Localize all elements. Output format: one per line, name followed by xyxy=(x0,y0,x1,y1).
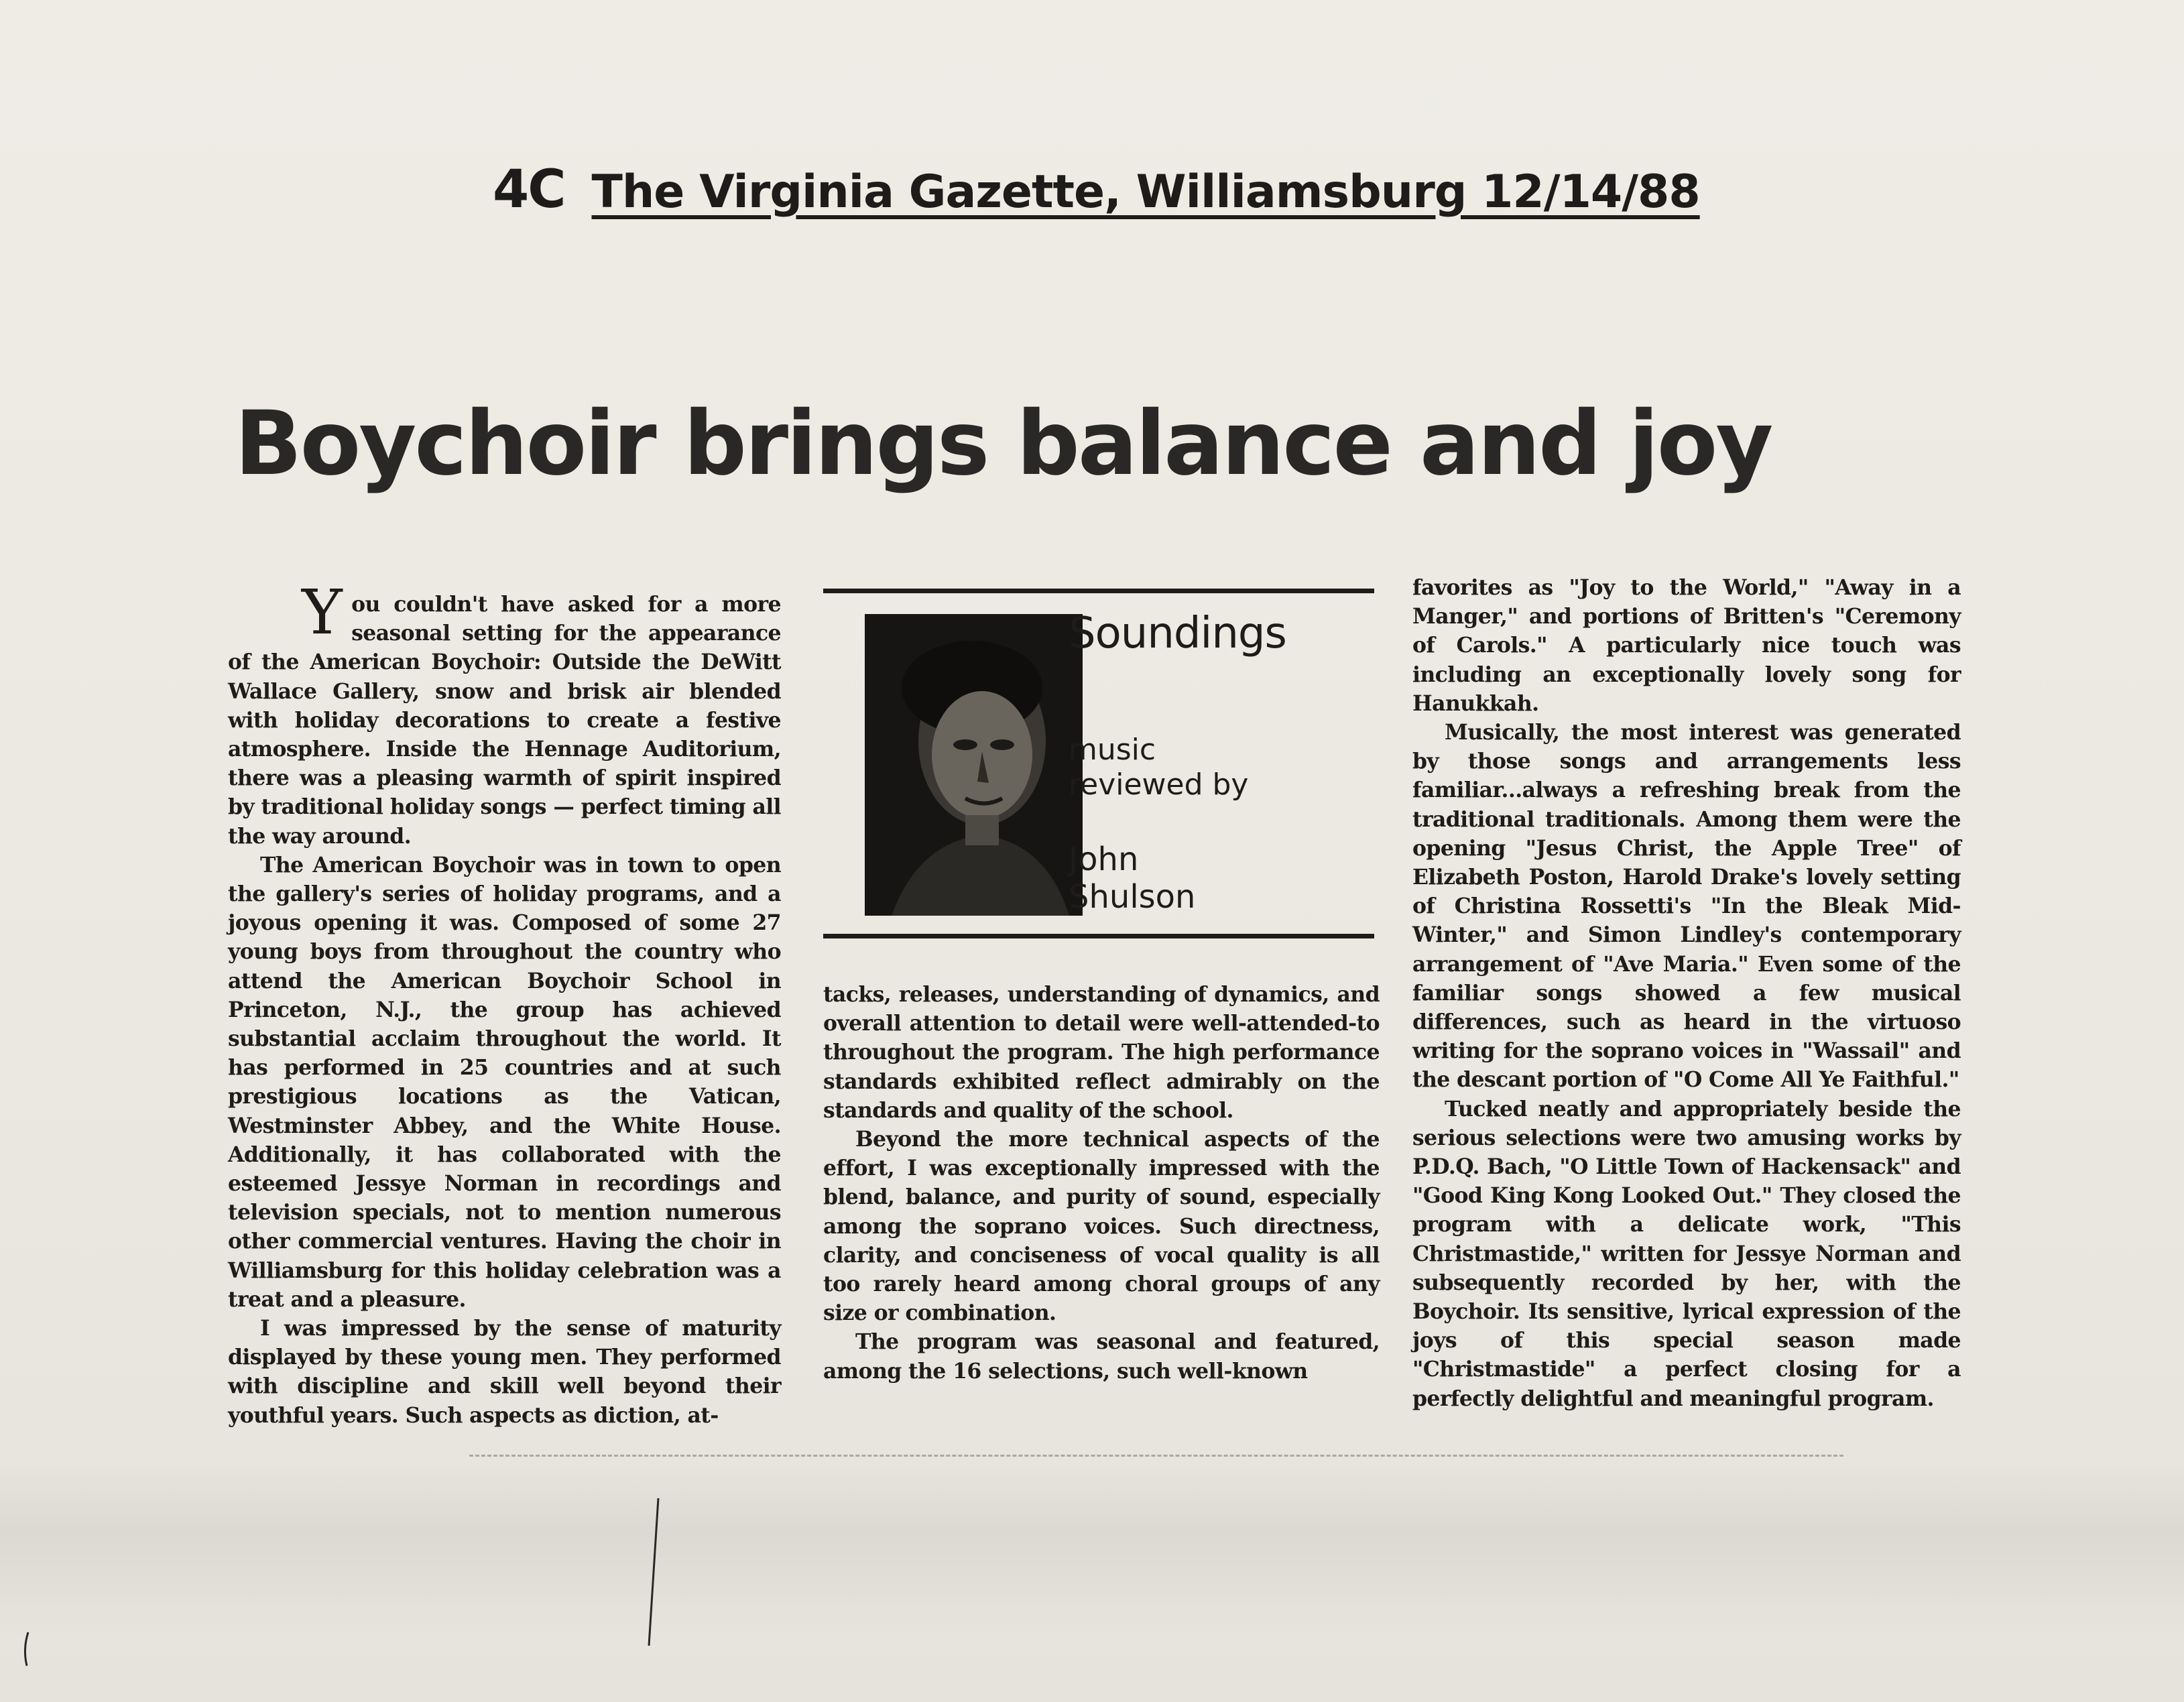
article-paragraph: I was impressed by the sense of maturity displayed by these young men. They performed with discipline and skill well beyond their youthful years. Such aspects as diction, at- xyxy=(228,1316,781,1428)
article-paragraph: The program was seasonal and featured, among the 16 selections, such well-known xyxy=(823,1329,1380,1384)
bottom-rule xyxy=(823,934,1374,938)
article-column-3 xyxy=(1412,573,1961,1413)
article-paragraph: The American Boychoir was in town to open the gallery's series of holiday programs, and a joyous opening it was. Composed of some 27 young boys from throughout the country who attend the American Boychoir School in Princeton, N.J., the group has achieved substantial acclaim throughout the world. It has performed in 25 countries and at such prestigious locations as the Vatican, Westminster Abbey, and the White House. Additionally, it has collaborated with the esteemed Jessye Norman in recordings and television specials, not to mention numerous other commercial ventures. Having the choir in Williamsburg for this holiday celebration was a treat and a pleasure. xyxy=(228,852,781,1312)
article-paragraph xyxy=(228,576,781,851)
paragraph-text: ou couldn't have asked for a more seasonal setting for the appearance of the American Boychoir: Outside the DeWitt Wallace Gallery, snow and brisk air blended with holiday decorations to create a festive atmosphere. Inside the Hennage Auditorium, there was a pleasing warmth of spirit inspired by traditional holiday songs — perfect timing all the way around. xyxy=(228,592,781,849)
clipping-edge-rule xyxy=(469,1455,1843,1457)
author-portrait-image xyxy=(865,614,1083,916)
author-photo xyxy=(865,614,1083,916)
top-rule xyxy=(823,589,1374,593)
column-title: Soundings xyxy=(1069,609,1286,658)
article-headline: Boychoir brings balance and joy xyxy=(235,392,1772,495)
author-first-name: John xyxy=(1069,841,1139,878)
article-column-2 xyxy=(823,980,1380,1386)
pen-stroke-mark xyxy=(644,1495,664,1649)
drop-cap: Y xyxy=(302,576,343,648)
author-name xyxy=(1069,841,1195,916)
paper-fold-shadow xyxy=(0,1461,2184,1636)
pen-stroke-mark xyxy=(20,1629,34,1669)
masthead xyxy=(493,160,1700,220)
article-paragraph: Beyond the more technical aspects of the effort, I was exceptionally impressed with the blend, balance, and purity of sound, especially among the soprano voices. Such directness, clarity, and conciseness of vocal quality is all too rarely heard among choral groups of any size or combination. xyxy=(823,1127,1380,1326)
article-column-1 xyxy=(228,576,781,1430)
subtitle-line: reviewed by xyxy=(1069,768,1249,802)
author-last-name: Shulson xyxy=(1069,878,1196,916)
page-number: 4C xyxy=(493,160,565,220)
article-paragraph: tacks, releases, understanding of dynamics, and overall attention to detail were well-attended-to throughout the program. The high performance standards exhibited reflect admirably on the standards and quality of the school. xyxy=(823,982,1380,1123)
article-paragraph: Tucked neatly and appropriately beside the serious selections were two amusing works by P.D.Q. Bach, "O Little Town of Hackensack" and "Good King Kong Looked Out." They closed the program with a delicate work, "This Christmastide," written for Jessye Norman and subsequently recorded by her, with the Boychoir. Its sensitive, lyrical expression of the joys of this special season made "Christmastide" a perfect closing for a perfectly delightful and meaningful program. xyxy=(1412,1096,1961,1411)
column-subtitle xyxy=(1069,733,1248,802)
article-paragraph: favorites as "Joy to the World," "Away in a Manger," and portions of Britten's "Ceremony of Carols." A particularly nice touch was including an exceptionally lovely song for Hanukkah. xyxy=(1412,575,1961,716)
subtitle-line: music xyxy=(1069,733,1156,767)
publication-dateline: The Virginia Gazette, Williamsburg 12/14/88 xyxy=(591,166,1700,219)
article-paragraph: Musically, the most interest was generated by those songs and arrangements less familiar...always a refreshing break from the traditional traditionals. Among them were the opening "Jesus Christ, the Apple Tree" of Elizabeth Poston, Harold Drake's lovely setting of Christina Rossetti's "In the Bleak Mid-Winter," and Simon Lindley's contemporary arrangement of "Ave Maria." Even some of the familiar songs showed a few musical differences, such as heard in the virtuoso writing for the soprano voices in "Wassail" and the descant portion of "O Come All Ye Faithful." xyxy=(1412,720,1961,1093)
column-signature-box xyxy=(823,589,1374,944)
